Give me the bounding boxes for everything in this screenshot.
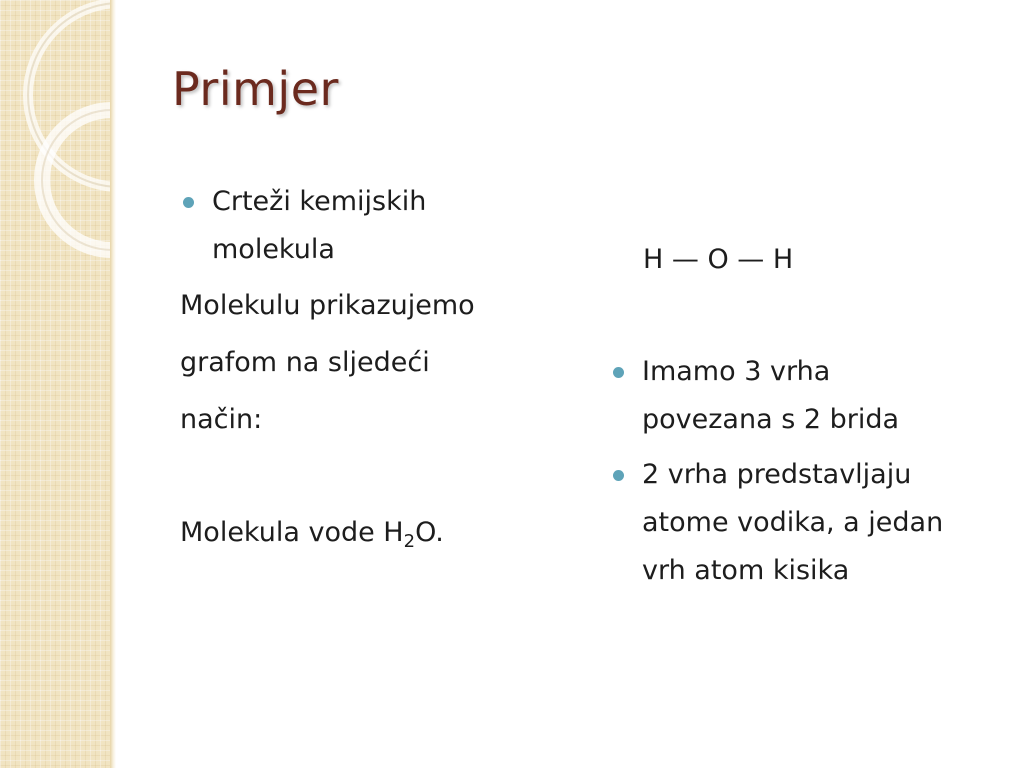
water-formula: H — O — H (643, 244, 794, 275)
bullet-line: molekula (212, 234, 335, 265)
molecule-subscript: 2 (403, 531, 416, 552)
bullet-icon (613, 470, 624, 481)
bullet-line: Crteži kemijskih (212, 186, 427, 217)
decorative-rings (0, 0, 113, 300)
left-bullet-item (183, 178, 426, 274)
slide-title: Primjer (172, 62, 339, 116)
side-panel-edge (110, 0, 116, 768)
bullet-line: povezana s 2 brida (642, 404, 900, 435)
bullet-line: vrh atom kisika (642, 555, 850, 586)
molecule-suffix: O. (415, 517, 444, 548)
decorative-side-panel (0, 0, 113, 768)
paragraph-line: Molekulu prikazujemo (180, 290, 475, 321)
molecule-prefix: Molekula vode H (180, 517, 404, 548)
paragraph-line: grafom na sljedeći (180, 347, 430, 378)
bullet-icon (613, 367, 624, 378)
right-bullet-item (613, 348, 899, 444)
right-bullet-item (613, 451, 943, 595)
bullet-line: 2 vrha predstavljaju (642, 459, 912, 490)
paragraph-line: način: (180, 404, 263, 435)
molecule-line (180, 509, 444, 557)
bullet-line: atome vodika, a jedan (642, 507, 944, 538)
bullet-line: Imamo 3 vrha (642, 356, 831, 387)
bullet-icon (183, 197, 194, 208)
